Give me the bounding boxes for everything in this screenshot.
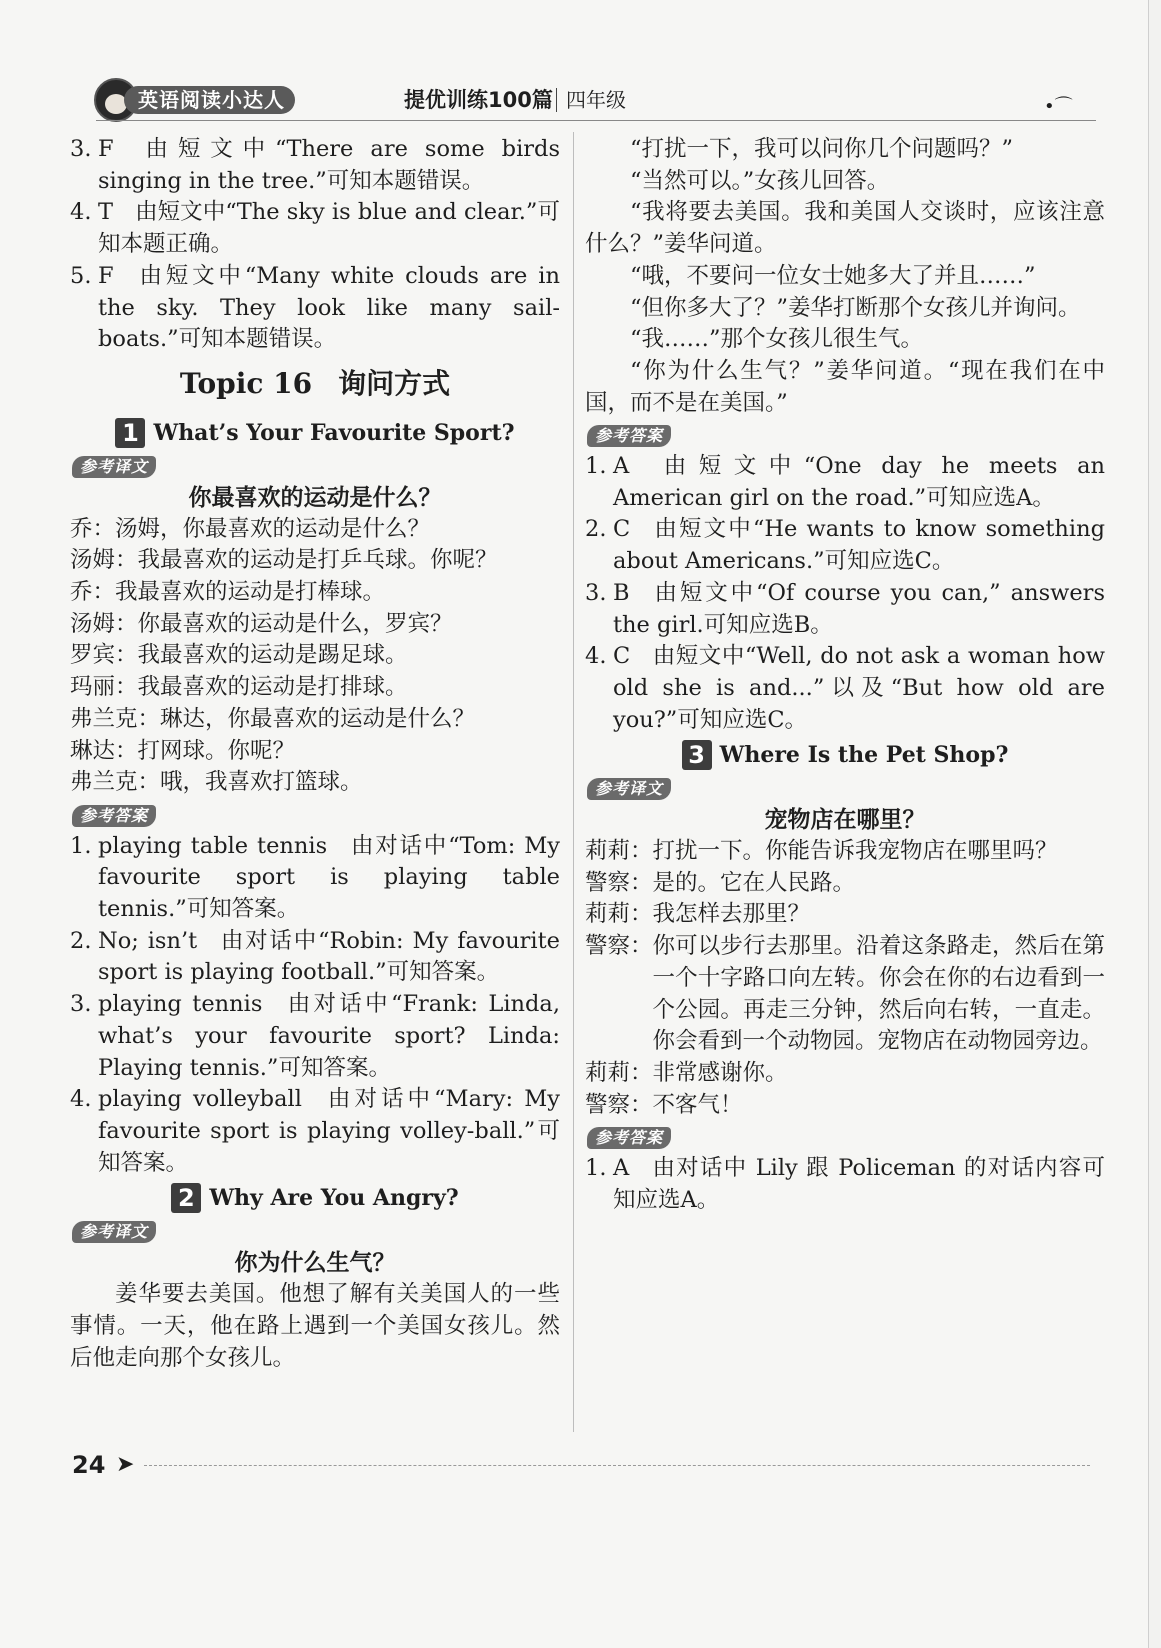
answer-body [98,989,560,1084]
story-paragraph: “当然可以。”女孩儿回答。 [630,167,890,194]
answer-key: F [98,136,114,162]
answer-number: 3. [70,136,92,162]
header-separator [556,88,557,112]
answer-number: 3. [585,579,607,606]
answer-number: 3. [70,991,92,1018]
story-paragraph: “我将要去美国。我和美国人交谈时，应该注意什么？”姜华问道。 [585,199,1105,258]
dialogue-text: 我最喜欢的运动是踢足球。 [137,642,408,669]
answer-key: B [613,579,630,606]
dialogue-line [70,577,560,609]
section-title: Why Are You Angry? [209,1185,459,1212]
answer-key: F [98,262,114,289]
dialogue-line [70,514,560,546]
answer-number: 2. [70,927,92,954]
translation-title: 你为什么生气？ [234,1250,396,1277]
answer-explanation: 由短文中“There are some birds singing in the tree.”可知本题错误。 [98,136,560,194]
speaker-label: 警察： [585,933,653,960]
dialogue-line [585,1090,1105,1122]
book-title: 提优训练100篇 [404,88,553,112]
answer-key: playing table tennis [98,832,328,859]
section-number-badge: 3 [682,740,712,770]
answer-body [613,578,1105,641]
story-paragraph: “你为什么生气？”姜华问道。“现在我们在中国，而不是在美国。” [585,357,1105,416]
answer-body [98,831,560,926]
answer-item [70,989,560,1084]
header-dot-icon: •⌒ [1044,96,1073,117]
answer-key: No; isn’t [98,927,198,954]
topic-name: 询问方式 [338,366,451,400]
speaker-label: 玛丽： [70,674,138,701]
answers-tag: 参考答案 [587,425,671,447]
answer-explanation: 由短文中“Of course you can,” answers the girl.可知应选B。 [613,579,1105,638]
page-number: 24 [72,1451,106,1479]
answer-item [585,641,1105,736]
speaker-label: 莉莉： [585,1059,653,1086]
section-number-badge: 1 [115,418,145,448]
series-title: 英语阅读小达人 [124,86,295,114]
answer-key: T [98,199,114,226]
dialogue-text: 你可以步行去那里。沿着这条路走，然后在第一个十字路口向左转。你会在你的右边看到一个公园。再走三分钟，然后向右转，一直走。你会看到一个动物园。宠物店在动物园旁边。 [652,933,1105,1055]
answer-body [613,1153,1105,1216]
speaker-label: 弗兰克： [70,705,161,732]
arrow-icon: ➤ [116,1452,135,1477]
translation-dialogue [70,514,560,799]
answer-explanation: 由对话中 Lily 跟 Policeman 的对话内容可知应选A。 [613,1155,1105,1213]
dialogue-text: 我最喜欢的运动是打排球。 [137,674,408,701]
right-column [585,134,1105,1217]
section-3-heading [585,740,1105,770]
answer-item [70,831,560,926]
answer-number: 1. [585,1155,607,1182]
answer-key: playing tennis [98,991,263,1018]
dialogue-text: 我怎样去那里？ [652,901,811,928]
answer-list [585,1153,1105,1216]
answer-body [98,1084,560,1179]
answer-explanation: 由短文中“Well, do not ask a woman how old she is and...”以及“But how old are you?”可知应选C。 [613,643,1105,733]
answer-body [98,261,560,356]
answer-body [613,514,1105,577]
translation-title: 宠物店在哪里？ [764,807,926,834]
answer-item [585,1153,1105,1216]
answer-key: A [613,453,630,480]
page-footer [72,1450,1092,1480]
speaker-label: 汤姆： [70,610,138,637]
answer-list [70,831,560,1180]
dialogue-line [70,672,560,704]
answer-item [585,578,1105,641]
answer-key: A [613,1155,630,1182]
footer-rule [144,1465,1090,1466]
translation-tag: 参考译文 [587,778,671,800]
story-paragraph: “哦，不要问一位女士她多大了并且……” [630,262,1036,289]
answer-item [585,514,1105,577]
dialogue-line [585,1058,1105,1090]
speaker-label: 警察： [585,869,653,896]
story-paragraph: “我……”那个女孩儿很生气。 [630,326,924,353]
answer-list [585,451,1105,736]
answer-explanation: 由对话中“Mary: My favourite sport is playing volley-ball.”可知答案。 [98,1086,560,1176]
topic-heading [70,356,560,414]
story-paragraph: 姜华要去美国。他想了解有关美国人的一些事情。一天，他在路上遇到一个美国女孩儿。然后他走向那个女孩儿。 [70,1281,560,1371]
dialogue-line [70,704,560,736]
answer-explanation: 由对话中“Frank: Linda, what’s your favourite sport? Linda: Playing tennis.”可知答案。 [98,991,560,1081]
section-1-heading [70,418,560,448]
answer-body [98,134,560,197]
answer-item [70,261,560,356]
answer-number: 4. [70,1086,92,1113]
previous-answers [70,134,560,356]
answer-item [70,926,560,989]
answer-item [70,197,560,260]
answer-explanation: 由对话中“Robin: My favourite sport is playing football.”可知答案。 [98,927,560,986]
section-number-badge: 2 [171,1183,201,1213]
dialogue-line [585,899,1105,931]
answer-number: 1. [585,453,607,480]
story-paragraph: “但你多大了？”姜华打断那个女孩儿并询问。 [630,294,1081,321]
answer-item [70,1084,560,1179]
answer-number: 2. [585,516,607,543]
translation-dialogue [585,836,1105,1121]
dialogue-text: 打网球。你呢？ [137,737,296,764]
answer-item [70,134,560,197]
speaker-label: 琳达： [70,737,138,764]
story-paragraph: “打扰一下，我可以问你几个问题吗？” [630,136,1014,162]
column-divider [573,132,574,1432]
speaker-label: 罗宾： [70,642,138,669]
speaker-label: 警察： [585,1091,653,1118]
translation-tag: 参考译文 [72,1221,156,1243]
dialogue-text: 汤姆，你最喜欢的运动是什么？ [115,515,431,542]
answer-body [613,451,1105,514]
translation-tag: 参考译文 [72,456,156,478]
dialogue-text: 我最喜欢的运动是打棒球。 [115,579,386,606]
translation-title: 你最喜欢的运动是什么？ [188,484,442,511]
answers-tag: 参考答案 [587,1127,671,1149]
speaker-label: 弗兰克： [70,769,161,796]
dialogue-text: 打扰一下。你能告诉我宠物店在哪里吗？ [652,838,1058,865]
dialogue-text: 哦，我喜欢打篮球。 [160,769,363,796]
speaker-label: 乔： [70,515,116,542]
dialogue-text: 我最喜欢的运动是打乒乓球。你呢？ [137,547,498,574]
dialogue-line [70,640,560,672]
dialogue-text: 你最喜欢的运动是什么，罗宾？ [137,610,453,637]
page-header [86,78,1096,122]
answer-number: 4. [70,199,92,226]
answer-number: 4. [585,643,607,670]
answer-explanation: 由短文中“Many white clouds are in the sky. They look like many sail-boats.”可知本题错误。 [98,262,560,353]
dialogue-line [70,545,560,577]
speaker-label: 莉莉： [585,901,653,928]
answer-explanation: 由短文中“The sky is blue and clear.”可知本题正确。 [98,199,560,258]
answer-body [613,641,1105,736]
section-title: Where Is the Pet Shop? [719,742,1009,769]
dialogue-line [585,868,1105,900]
dialogue-text: 不客气！ [652,1091,743,1118]
speaker-label: 汤姆： [70,547,138,574]
answer-explanation: 由短文中“One day he meets an American girl on the road.”可知应选A。 [613,453,1105,511]
dialogue-line [585,931,1105,1058]
dialogue-text: 琳达，你最喜欢的运动是什么？ [160,705,476,732]
dialogue-text: 是的。它在人民路。 [652,869,856,896]
speaker-label: 莉莉： [585,838,653,865]
answer-key: playing volleyball [98,1086,302,1113]
left-column [70,134,560,1374]
answer-number: 1. [70,832,92,859]
dialogue-line [70,609,560,641]
dialogue-line [585,836,1105,868]
answer-item [585,451,1105,514]
answer-body [98,926,560,989]
answer-explanation: 由短文中“He wants to know something about Americans.”可知应选C。 [613,516,1105,575]
dialogue-line [70,767,560,799]
grade-label: 四年级 [566,88,626,112]
answer-body [98,197,560,260]
answer-number: 5. [70,262,92,289]
header-rule [96,120,1096,121]
dialogue-line [70,736,560,768]
answers-tag: 参考答案 [72,805,156,827]
topic-number: Topic 16 [179,366,313,400]
answer-key: C [613,516,631,543]
answer-explanation: 由对话中“Tom: My favourite sport is playing table tennis.”可知答案。 [98,832,560,923]
answer-key: C [613,643,631,670]
dialogue-text: 非常感谢你。 [652,1059,788,1086]
section-title: What’s Your Favourite Sport? [153,419,515,446]
section-2-heading [70,1183,560,1213]
speaker-label: 乔： [70,579,116,606]
